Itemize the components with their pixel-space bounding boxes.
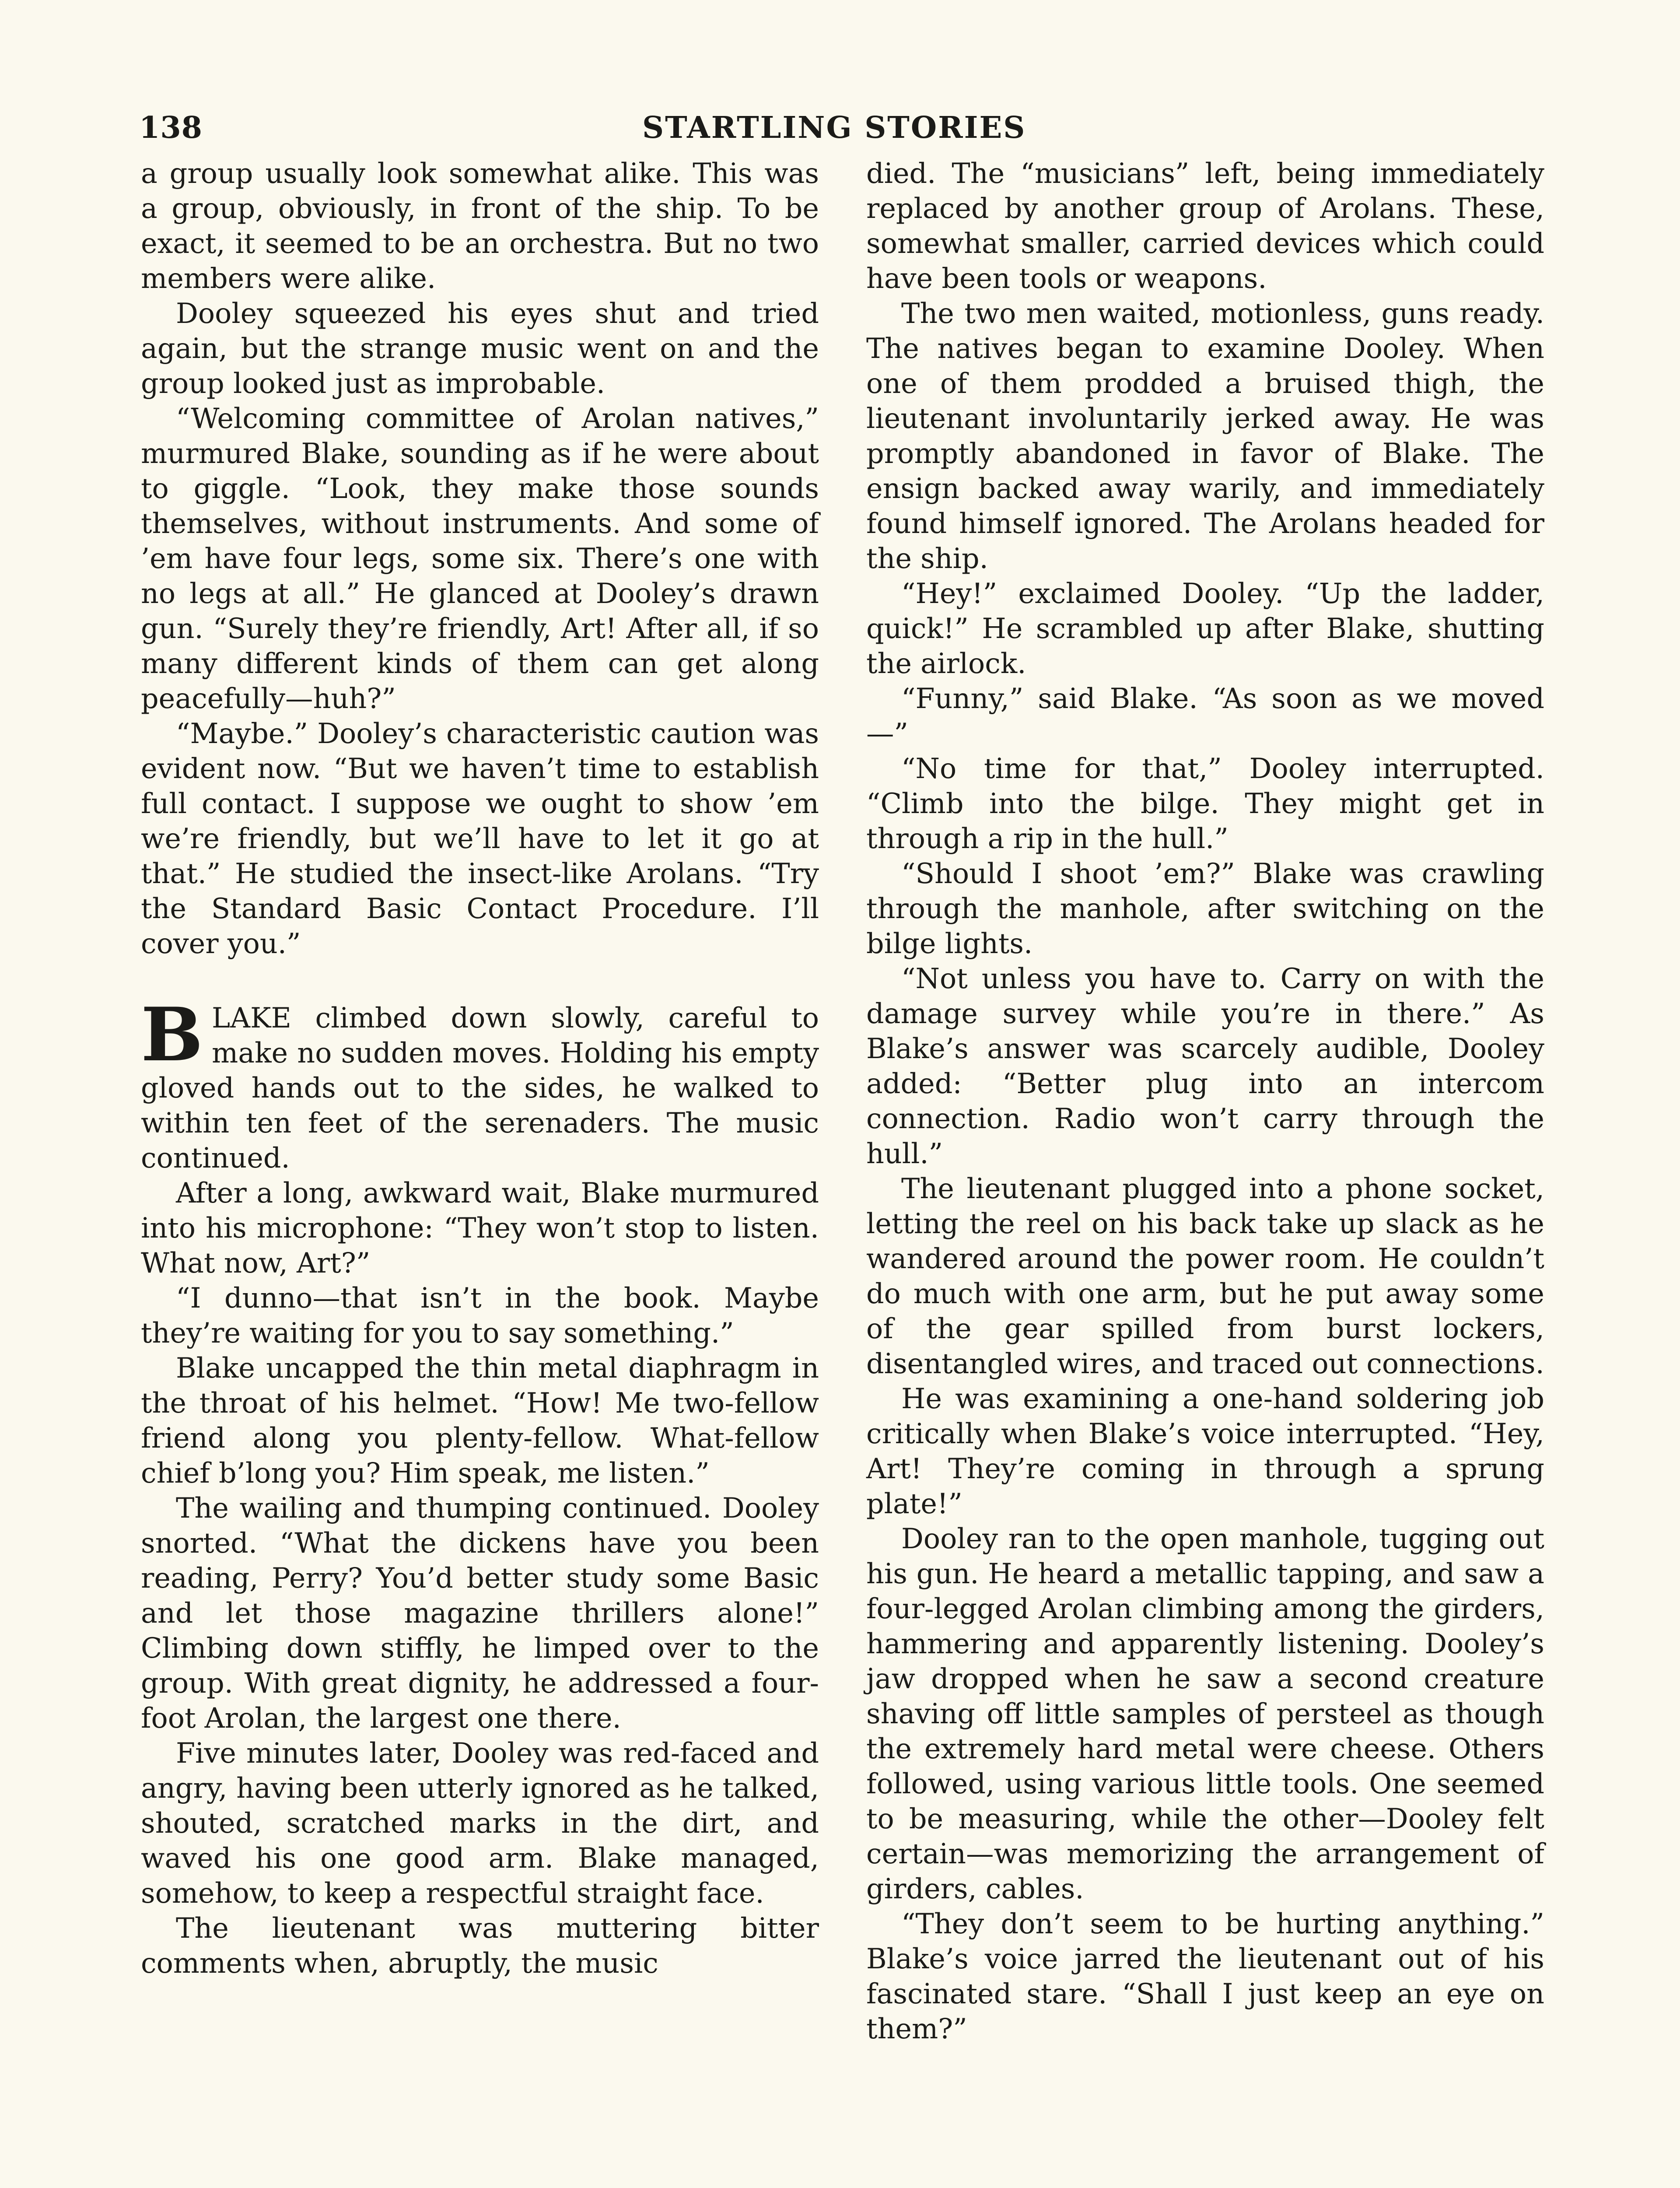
paragraph: After a long, awkward wait, Blake murmured into his microphone: “They won’t stop to listen. What now, Art?” — [141, 1177, 819, 1279]
page-number: 138 — [139, 110, 203, 145]
paragraph: Dooley ran to the open manhole, tugging out his gun. He heard a metallic tapping, and saw a four-legged Arolan climbing among the girders, hammering and apparently listening. Dooley’s jaw dropped when he saw a second creature shaving off little samples of persteel as though the extremely hard metal were cheese. Others followed, using various little tools. One seemed to be measuring, while the other—Dooley felt certain—was memorizing the arrangement of girders, cables. — [866, 1522, 1544, 1905]
paragraph: “Should I shoot ’em?” Blake was crawling through the manhole, after switching on the bilge lights. — [866, 857, 1544, 960]
paragraph: Five minutes later, Dooley was red-faced and angry, having been utterly ignored as he talked, shouted, scratched marks in the dirt, and waved his one good arm. Blake managed, somehow, to keep a respectful straight face. — [141, 1737, 819, 1909]
paragraph: died. The “musicians” left, being immediately replaced by another group of Arolans. These, somewhat smaller, carried devices which could have been tools or weapons. — [866, 157, 1544, 295]
paragraph-text: LAKE climbed down slowly, careful to make no sudden moves. Holding his empty gloved hands out to the sides, he walked to within ten feet of the serenaders. The music continued. — [141, 1002, 819, 1174]
paragraph: “Not unless you have to. Carry on with the damage survey while you’re in there.” As Blake’s answer was scarcely audible, Dooley added: “Better plug into an intercom connection. Radio won’t carry through the hull.” — [866, 962, 1544, 1170]
paragraph: “No time for that,” Dooley interrupted. “Climb into the bilge. They might get in through a rip in the hull.” — [866, 752, 1544, 855]
section-paragraph — [141, 991, 819, 1175]
paragraph: “Hey!” exclaimed Dooley. “Up the ladder, quick!” He scrambled up after Blake, shutting the airlock. — [866, 577, 1544, 680]
paragraph: The wailing and thumping continued. Dooley snorted. “What the dickens have you been reading, Perry? You’d better study some Basic and let those magazine thrillers alone!” Climbing down stiffly, he limped over to the group. With great dignity, he addressed a four-foot Arolan, the largest one there. — [141, 1492, 819, 1734]
paragraph: “They don’t seem to be hurting anything.” Blake’s voice jarred the lieutenant out of his fascinated stare. “Shall I just keep an eye on them?” — [866, 1907, 1544, 2045]
drop-cap: B — [141, 991, 203, 1078]
page-header — [139, 110, 1539, 158]
paragraph: The lieutenant plugged into a phone socket, letting the reel on his back take up slack as he wandered around the power room. He couldn’t do much with one arm, but he put away some of the gear spilled from burst lockers, disentangled wires, and traced out connections. — [866, 1172, 1544, 1380]
paragraph: The two men waited, motionless, guns ready. The natives began to examine Dooley. When one of them prodded a bruised thigh, the lieutenant involuntarily jerked away. He was promptly abandoned in favor of Blake. The ensign backed away warily, and immediately found himself ignored. The Arolans headed for the ship. — [866, 297, 1544, 575]
paragraph: “Welcoming committee of Arolan natives,” murmured Blake, sounding as if he were about to giggle. “Look, they make those sounds themselves, without instruments. And some of ’em have four legs, some six. There’s one with no legs at all.” He glanced at Dooley’s drawn gun. “Surely they’re friendly, Art! After all, if so many different kinds of them can get along peacefully—huh?” — [141, 402, 819, 715]
paragraph: “I dunno—that isn’t in the book. Maybe they’re waiting for you to say something.” — [141, 1282, 819, 1349]
paragraph: Dooley squeezed his eyes shut and tried again, but the strange music went on and the group looked just as improbable. — [141, 297, 819, 400]
paragraph: a group usually look somewhat alike. This was a group, obviously, in front of the ship. To be exact, it seemed to be an orchestra. But no two members were alike. — [141, 157, 819, 295]
paragraph: Blake uncapped the thin metal diaphragm in the throat of his helmet. “How! Me two-fellow friend along you plenty-fellow. What-fellow chief b’long you? Him speak, me listen.” — [141, 1352, 819, 1489]
left-column — [141, 156, 819, 1981]
paragraph: “Maybe.” Dooley’s characteristic caution was evident now. “But we haven’t time to establish full contact. I suppose we ought to show ’em we’re friendly, but we’ll have to let it go at that.” He studied the insect-like Arolans. “Try the Standard Basic Contact Procedure. I’ll cover you.” — [141, 717, 819, 960]
paragraph: The lieutenant was muttering bitter comments when, abruptly, the music — [141, 1912, 819, 1979]
paragraph: He was examining a one-hand soldering job critically when Blake’s voice interrupted. “Hey, Art! They’re coming in through a sprung plate!” — [866, 1382, 1544, 1520]
paragraph: “Funny,” said Blake. “As soon as we moved—” — [866, 682, 1544, 750]
right-column — [866, 156, 1544, 2046]
running-head: STARTLING STORIES — [642, 110, 1026, 145]
